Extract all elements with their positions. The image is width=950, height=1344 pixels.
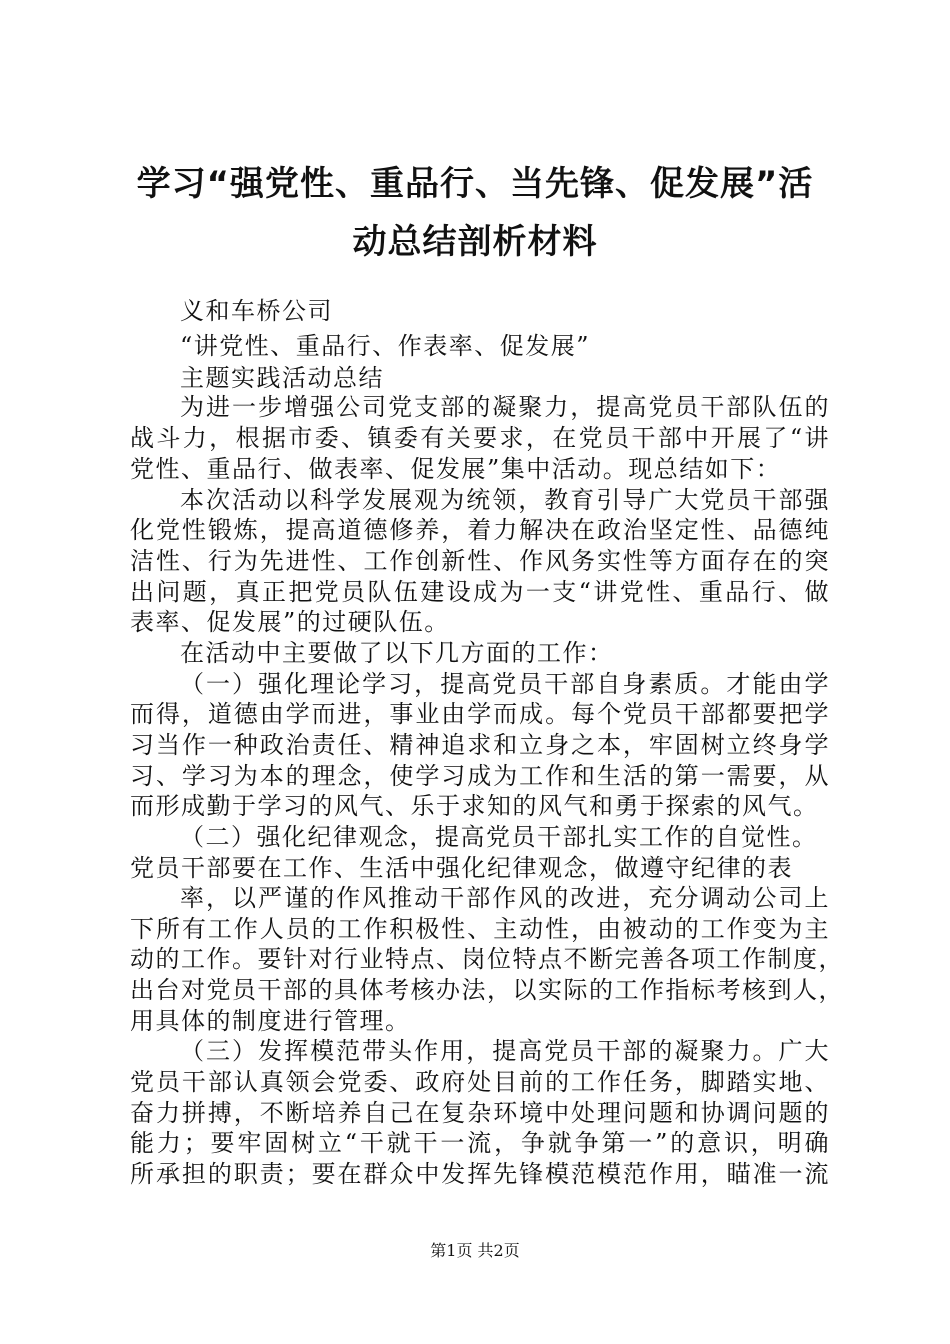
body-line: 出台对党员干部的具体考核办法，以实际的工作指标考核到人， xyxy=(130,976,844,1004)
body-line: 化党性锻炼，提高道德修养，着力解决在政治坚定性、品德纯 xyxy=(130,516,830,544)
section-heading-1: （一）强化理论学习，提高党员干部自身素质。才能由学 xyxy=(180,670,830,698)
body-line: 表率、促发展”的过硬队伍。 xyxy=(130,608,450,636)
body-line: 战斗力，根据市委、镇委有关要求，在党员干部中开展了“讲 xyxy=(130,424,830,452)
body-line: 能力；要牢固树立“干就干一流，争就争第一”的意识，明确 xyxy=(130,1129,830,1157)
body-line: 下所有工作人员的工作积极性、主动性，由被动的工作变为主 xyxy=(130,915,830,943)
body-line: 而得，道德由学而进，事业由学而成。每个党员干部都要把学 xyxy=(130,700,830,728)
body-line: 用具体的制度进行管理。 xyxy=(130,1007,411,1035)
body-line: 奋力拼搏，不断培养自己在复杂环境中处理问题和协调问题的 xyxy=(130,1099,830,1127)
body-line: 习、学习为本的理念，使学习成为工作和生活的第一需要，从 xyxy=(130,762,830,790)
body-line: 党性、重品行、做表率、促发展”集中活动。现总结如下： xyxy=(130,455,782,483)
body-line: 在活动中主要做了以下几方面的工作： xyxy=(180,639,614,667)
body-line: 为进一步增强公司党支部的凝聚力，提高党员干部队伍的 xyxy=(180,393,830,421)
document-title-line-1: 学习“强党性、重品行、当先锋、促发展”活 xyxy=(136,164,814,204)
body-line: 动的工作。要针对行业特点、岗位特点不断完善各项工作制度， xyxy=(130,945,844,973)
summary-subtitle: 主题实践活动总结 xyxy=(180,364,384,392)
body-line: 出问题，真正把党员队伍建设成为一支“讲党性、重品行、做 xyxy=(130,578,830,606)
document-title-line-2: 动总结剖析材料 xyxy=(352,222,598,262)
body-line: 习当作一种政治责任、精神追求和立身之本，牢固树立终身学 xyxy=(130,731,830,759)
page-number-footer: 第1页 共2页 xyxy=(430,1241,520,1260)
section-heading-2: （二）强化纪律观念，提高党员干部扎实工作的自觉性。 xyxy=(180,823,818,851)
body-line: 率，以严谨的作风推动干部作风的改进，充分调动公司上 xyxy=(180,884,830,912)
section-heading-3: （三）发挥模范带头作用，提高党员干部的凝聚力。广大 xyxy=(180,1037,830,1065)
body-line: 所承担的职责；要在群众中发挥先锋模范模范作用，瞄准一流 xyxy=(130,1160,830,1188)
body-line: 本次活动以科学发展观为统领，教育引导广大党员干部强 xyxy=(180,486,830,514)
company-name: 义和车桥公司 xyxy=(180,297,333,325)
body-line: 而形成勤于学习的风气、乐于求知的风气和勇于探索的风气。 xyxy=(130,792,819,820)
activity-slogan: “讲党性、重品行、作表率、促发展” xyxy=(180,332,591,360)
body-line: 党员干部认真领会党委、政府处目前的工作任务，脚踏实地、 xyxy=(130,1068,830,1096)
body-line: 党员干部要在工作、生活中强化纪律观念，做遵守纪律的表 xyxy=(130,854,793,882)
body-line: 洁性、行为先进性、工作创新性、作风务实性等方面存在的突 xyxy=(130,547,830,575)
